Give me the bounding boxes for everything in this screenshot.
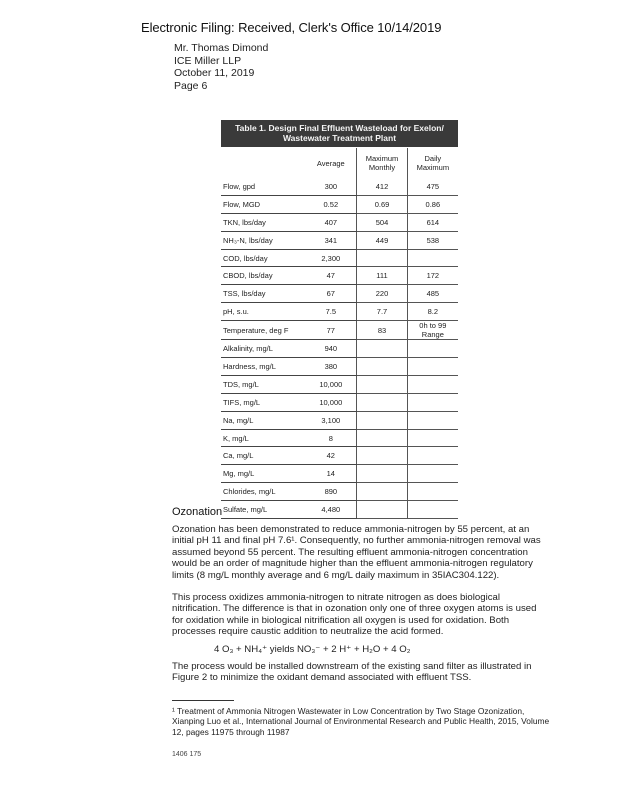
cell-average: 380 — [305, 358, 357, 376]
cell-daily — [407, 447, 458, 465]
cell-monthly: 449 — [357, 231, 407, 249]
cell-monthly: 504 — [357, 213, 407, 231]
cell-daily — [407, 249, 458, 267]
table-row — [221, 411, 458, 429]
section-heading: Ozonation — [172, 506, 223, 518]
cell-monthly — [357, 340, 407, 358]
footnote-divider — [172, 700, 234, 701]
cell-parameter: Ca, mg/L — [221, 447, 305, 465]
table-row — [221, 447, 458, 465]
cell-parameter: Flow, MGD — [221, 195, 305, 213]
cell-parameter: Hardness, mg/L — [221, 358, 305, 376]
cell-monthly — [357, 465, 407, 483]
cell-monthly — [357, 249, 407, 267]
table-row — [221, 267, 458, 285]
table-title — [221, 120, 458, 147]
cell-monthly: 412 — [357, 178, 407, 195]
cell-parameter: TDS, mg/L — [221, 375, 305, 393]
cell-average: 67 — [305, 285, 357, 303]
cell-monthly: 111 — [357, 267, 407, 285]
cell-average: 10,000 — [305, 375, 357, 393]
address-block — [174, 42, 268, 92]
table-row — [221, 231, 458, 249]
cell-average: 77 — [305, 321, 357, 340]
cell-parameter: Chlorides, mg/L — [221, 483, 305, 501]
document-id: 1406 175 — [172, 751, 202, 758]
cell-daily — [407, 501, 458, 519]
cell-average: 341 — [305, 231, 357, 249]
table-row — [221, 375, 458, 393]
cell-parameter: TIFS, mg/L — [221, 393, 305, 411]
cell-parameter: NH₃-N, lbs/day — [221, 231, 305, 249]
cell-monthly: 83 — [357, 321, 407, 340]
cell-daily: 485 — [407, 285, 458, 303]
cell-parameter: Temperature, deg F — [221, 321, 305, 340]
col-header-monthly: Maximum Monthly — [357, 148, 407, 178]
table-row — [221, 358, 458, 376]
recipient-name: Mr. Thomas Dimond — [174, 42, 269, 54]
col-header-average: Average — [305, 148, 357, 178]
cell-average: 7.5 — [305, 303, 357, 321]
cell-average: 8 — [305, 429, 357, 447]
cell-daily — [407, 340, 458, 358]
cell-average: 940 — [305, 340, 357, 358]
cell-daily — [407, 483, 458, 501]
cell-daily — [407, 393, 458, 411]
recipient-firm: ICE Miller LLP — [174, 54, 242, 67]
cell-parameter: Mg, mg/L — [221, 465, 305, 483]
table-title-line-1: Table 1. Design Final Effluent Wasteload for Exelon/ — [235, 123, 444, 133]
page-number: Page 6 — [174, 79, 208, 92]
cell-average: 3,100 — [305, 411, 357, 429]
cell-parameter: CBOD, lbs/day — [221, 267, 305, 285]
cell-average: 42 — [305, 447, 357, 465]
cell-parameter: K, mg/L — [221, 429, 305, 447]
cell-monthly — [357, 358, 407, 376]
cell-monthly — [357, 501, 407, 519]
table-header-row — [221, 148, 458, 178]
cell-parameter: Flow, gpd — [221, 178, 305, 195]
wasteload-table — [221, 148, 458, 519]
cell-monthly — [357, 483, 407, 501]
cell-average: 4,480 — [305, 501, 357, 519]
table-row — [221, 501, 458, 519]
cell-parameter: TKN, lbs/day — [221, 213, 305, 231]
cell-average: 0.52 — [305, 195, 357, 213]
table-row — [221, 195, 458, 213]
table-row — [221, 249, 458, 267]
cell-parameter: TSS, lbs/day — [221, 285, 305, 303]
table-body — [221, 178, 458, 519]
table-row — [221, 465, 458, 483]
table-row — [221, 393, 458, 411]
paragraph-1: Ozonation has been demonstrated to reduce ammonia-nitrogen by 55 percent, at an initial pH 11 and final pH 7.6¹. Consequently, no further ammonia-nitrogen removal was assumed beyond 55 percent. The resulting effluent ammonia-nitrogen concentration would be an order of magnitude higher than the effluent ammonia-nitrogen regulatory limits (8 mg/L monthly average and 6 mg/L daily maximum in 35IAC304.122). — [172, 524, 541, 581]
col-header-daily: Daily Maximum — [416, 154, 450, 172]
cell-parameter: Sulfate, mg/L — [221, 501, 305, 519]
cell-daily: 8.2 — [407, 303, 458, 321]
cell-monthly: 0.69 — [357, 195, 407, 213]
cell-average: 47 — [305, 267, 357, 285]
table-title-line-2: Wastewater Treatment Plant — [282, 133, 397, 143]
cell-daily: 538 — [407, 231, 458, 249]
cell-monthly — [357, 447, 407, 465]
cell-average: 407 — [305, 213, 357, 231]
table-row — [221, 178, 458, 195]
cell-monthly: 7.7 — [357, 303, 407, 321]
cell-daily — [407, 465, 458, 483]
reaction-equation: 4 O₃ + NH₄⁺ yields NO₃⁻ + 2 H⁺ + H₂O + 4 O₂ — [214, 644, 411, 655]
letter-date: October 11, 2019 — [174, 67, 255, 79]
cell-average: 890 — [305, 483, 357, 501]
paragraph-2: This process oxidizes ammonia-nitrogen to nitrate nitrogen as does biological nitrification. The difference is that in ozonation only one of three oxygen atoms is used for oxidation while in biological nitrification all oxygen is used for oxidation. Both processes require caustic addition to neutralize the acid formed. — [172, 592, 537, 638]
cell-daily: 0.86 — [407, 195, 458, 213]
cell-daily — [407, 358, 458, 376]
cell-daily — [407, 375, 458, 393]
table-row — [221, 340, 458, 358]
col-header-parameter — [221, 148, 305, 178]
filing-stamp: Electronic Filing: Received, Clerk's Office 10/14/2019 — [141, 20, 442, 35]
cell-daily: 172 — [407, 267, 458, 285]
cell-monthly — [357, 375, 407, 393]
table-row — [221, 483, 458, 501]
cell-parameter: Alkalinity, mg/L — [221, 340, 305, 358]
cell-daily: 614 — [407, 213, 458, 231]
cell-daily — [407, 411, 458, 429]
cell-average: 300 — [305, 178, 357, 195]
paragraph-3: The process would be installed downstream of the existing sand filter as illustrated in Figure 2 to minimize the oxidant demand associated with effluent TSS. — [172, 661, 532, 684]
table-row — [221, 285, 458, 303]
cell-monthly — [357, 393, 407, 411]
cell-monthly — [357, 429, 407, 447]
cell-daily — [407, 429, 458, 447]
cell-daily: 0h to 99 Range — [407, 321, 458, 340]
cell-parameter: Na, mg/L — [221, 411, 305, 429]
cell-average: 14 — [305, 465, 357, 483]
cell-monthly — [357, 411, 407, 429]
footnote: ¹ Treatment of Ammonia Nitrogen Wastewater in Low Concentration by Two Stage Ozonization, Xianping Luo et al., International Journal of Environmental Research and Public Health, 2015, Volume 12, pages 11975 through 11987 — [172, 706, 550, 737]
cell-daily: 475 — [407, 178, 458, 195]
cell-parameter: pH, s.u. — [221, 303, 305, 321]
cell-average: 10,000 — [305, 393, 357, 411]
cell-parameter: COD, lbs/day — [221, 249, 305, 267]
table-row — [221, 303, 458, 321]
cell-monthly: 220 — [357, 285, 407, 303]
table-row — [221, 213, 458, 231]
table-row — [221, 429, 458, 447]
cell-average: 2,300 — [305, 249, 357, 267]
table-row — [221, 321, 458, 340]
